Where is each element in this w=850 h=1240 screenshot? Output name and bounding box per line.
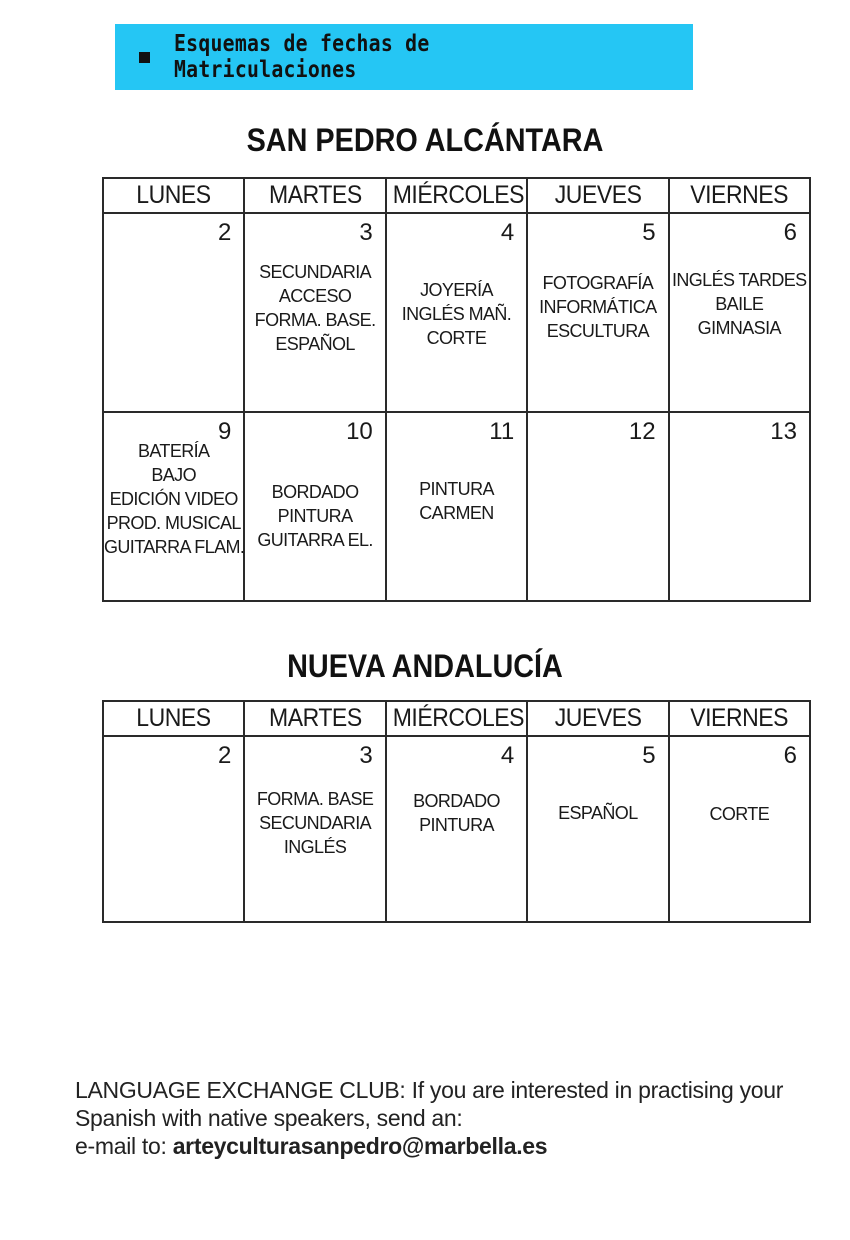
weekday-viernes: VIERNES xyxy=(669,701,810,736)
day-number: 2 xyxy=(218,742,232,769)
email-prefix: e-mail to: xyxy=(75,1133,173,1159)
day-number: 3 xyxy=(359,219,373,246)
banner-title: Esquemas de fechas de Matriculaciones xyxy=(173,31,430,83)
enrollment-item: BORDADO xyxy=(271,482,359,502)
day-number: 10 xyxy=(346,418,373,445)
enrollment-item: GIMNASIA xyxy=(697,318,781,338)
weekday-jueves: JUEVES xyxy=(527,178,668,213)
day-cell xyxy=(527,412,668,601)
enrollment-list xyxy=(387,477,526,525)
enrollment-item: PROD. MUSICAL xyxy=(106,513,241,533)
day-number: 6 xyxy=(783,219,797,246)
enrollment-list xyxy=(670,268,809,340)
weekday-miercoles: MIÉRCOLES xyxy=(386,701,527,736)
weekday-lunes: LUNES xyxy=(103,701,244,736)
day-number: 12 xyxy=(628,418,656,445)
enrollment-item: BAJO xyxy=(151,465,196,485)
weekday-martes: MARTES xyxy=(244,701,385,736)
day-number: 13 xyxy=(770,418,797,445)
enrollment-item: INFORMÁTICA xyxy=(539,297,657,317)
day-cell xyxy=(386,412,527,601)
day-cell xyxy=(103,213,244,412)
section-title-nueva-andalucia: NUEVA ANDALUCÍA xyxy=(287,648,563,684)
enrollment-item: PINTURA xyxy=(419,815,494,835)
day-cell xyxy=(669,412,810,601)
day-number: 2 xyxy=(218,219,232,246)
day-cell xyxy=(386,213,527,412)
enrollment-item: ACCESO xyxy=(278,286,352,306)
enrollment-item: BORDADO xyxy=(413,791,500,811)
enrollment-item: CARMEN xyxy=(419,503,494,523)
enrollment-item: EDICIÓN VIDEO xyxy=(109,489,238,509)
footer-line-3 xyxy=(75,1132,815,1160)
day-number: 5 xyxy=(642,742,656,769)
weekday-jueves: JUEVES xyxy=(527,701,668,736)
day-number: 9 xyxy=(218,418,232,445)
day-cell xyxy=(103,736,244,922)
enrollment-item: CORTE xyxy=(709,804,770,824)
enrollment-list xyxy=(245,480,384,552)
calendar-san-pedro xyxy=(102,177,811,602)
week-row xyxy=(103,213,810,412)
enrollment-item: ESCULTURA xyxy=(546,321,650,341)
enrollment-item: JOYERÍA xyxy=(420,280,493,300)
enrollment-list xyxy=(670,802,809,826)
week-row xyxy=(103,736,810,922)
enrollment-list xyxy=(245,787,384,859)
day-cell xyxy=(527,213,668,412)
enrollment-item: FOTOGRAFÍA xyxy=(542,273,654,293)
day-number: 4 xyxy=(500,742,515,769)
weekday-header-row xyxy=(103,701,810,736)
enrollment-item: BATERÍA xyxy=(137,441,210,461)
enrollment-item: ESPAÑOL xyxy=(558,803,638,823)
enrollment-list xyxy=(104,439,243,559)
enrollment-item: FORMA. BASE. xyxy=(254,310,376,330)
footer-line-2: Spanish with native speakers, send an: xyxy=(75,1105,463,1131)
day-number: 5 xyxy=(642,219,656,246)
day-cell xyxy=(386,736,527,922)
calendar-nueva-andalucia xyxy=(102,700,811,923)
weekday-miercoles: MIÉRCOLES xyxy=(386,178,527,213)
weekday-lunes: LUNES xyxy=(103,178,244,213)
day-number: 3 xyxy=(359,742,373,769)
day-cell xyxy=(527,736,668,922)
week-row xyxy=(103,412,810,601)
enrollment-list xyxy=(387,278,526,350)
enrollment-item: PINTURA xyxy=(419,479,494,499)
enrollment-list xyxy=(528,801,667,825)
footer-line-1: LANGUAGE EXCHANGE CLUB: If you are interested in practising your xyxy=(75,1077,784,1103)
day-number: 4 xyxy=(500,219,515,246)
enrollment-item: ESPAÑOL xyxy=(275,334,355,354)
enrollment-item: INGLÉS MAÑ. xyxy=(401,304,512,324)
day-cell xyxy=(244,736,385,922)
enrollment-list xyxy=(387,789,526,837)
bullet-icon xyxy=(139,52,150,63)
weekday-martes: MARTES xyxy=(244,178,385,213)
enrollment-item: PINTURA xyxy=(277,506,353,526)
language-exchange-note xyxy=(75,1076,815,1160)
weekday-viernes: VIERNES xyxy=(669,178,810,213)
enrollment-list xyxy=(245,260,384,356)
day-cell xyxy=(669,736,810,922)
email-link[interactable]: arteyculturasanpedro@marbella.es xyxy=(172,1133,548,1159)
enrollment-item: GUITARRA EL. xyxy=(257,530,373,550)
day-cell xyxy=(669,213,810,412)
enrollment-item: GUITARRA FLAM. xyxy=(104,537,245,557)
enrollment-list xyxy=(528,271,667,343)
day-cell xyxy=(244,412,385,601)
weekday-header-row xyxy=(103,178,810,213)
day-cell xyxy=(244,213,385,412)
enrollment-item: INGLÉS xyxy=(283,837,347,857)
enrollment-item: SECUNDARIA xyxy=(259,262,372,282)
section-title-san-pedro: SAN PEDRO ALCÁNTARA xyxy=(246,122,604,158)
day-cell xyxy=(103,412,244,601)
enrollment-item: INGLÉS TARDES xyxy=(671,270,807,290)
header-banner xyxy=(115,24,693,90)
enrollment-item: FORMA. BASE xyxy=(256,789,374,809)
enrollment-item: BAILE xyxy=(715,294,764,314)
enrollment-item: CORTE xyxy=(426,328,487,348)
day-number: 6 xyxy=(783,742,797,769)
day-number: 11 xyxy=(489,418,515,445)
enrollment-item: SECUNDARIA xyxy=(259,813,372,833)
